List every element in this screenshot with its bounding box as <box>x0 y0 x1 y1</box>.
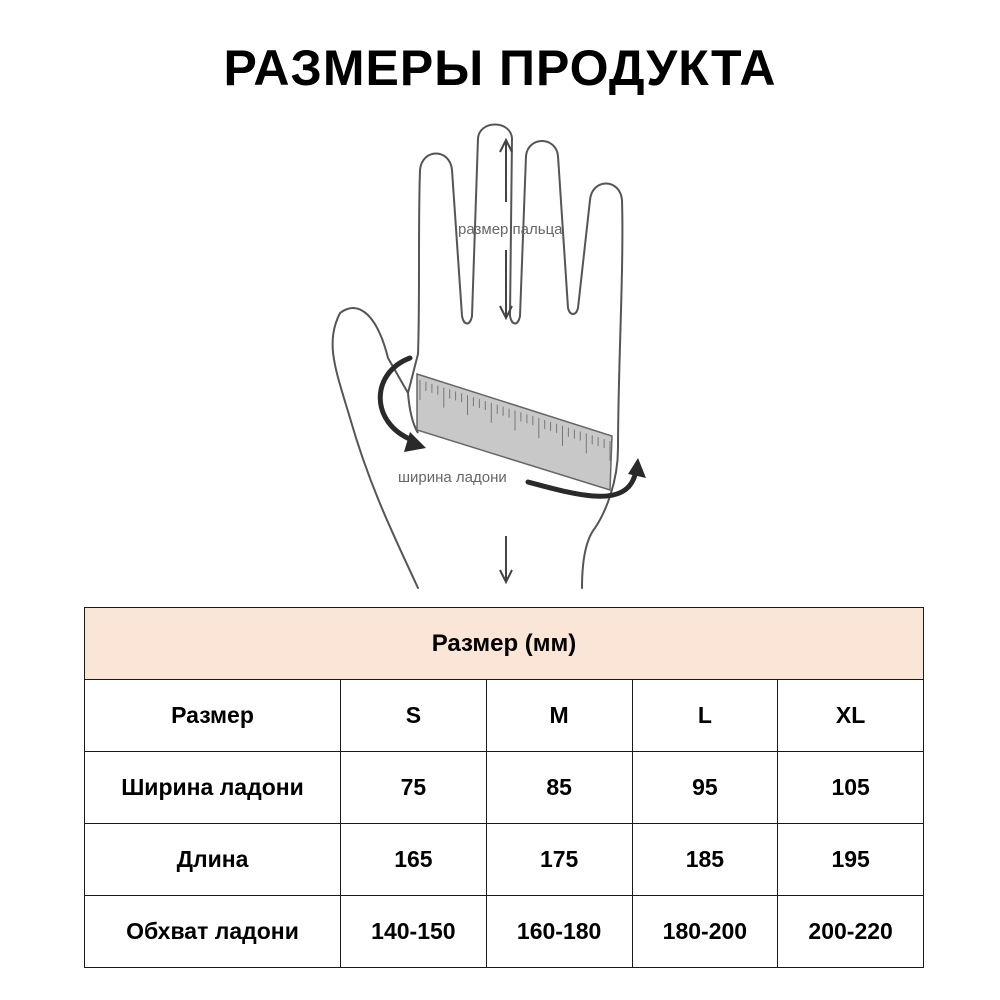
size-header-cell: L <box>632 680 778 752</box>
size-header-cell: XL <box>778 680 924 752</box>
table-header-row <box>85 680 924 752</box>
header-label-cell: Размер <box>85 680 341 752</box>
size-header-cell: M <box>486 680 632 752</box>
value-cell: 140-150 <box>341 896 487 968</box>
size-table <box>84 607 924 968</box>
value-cell: 195 <box>778 824 924 896</box>
value-cell: 200-220 <box>778 896 924 968</box>
table-caption-row <box>85 608 924 680</box>
value-cell: 185 <box>632 824 778 896</box>
row-label-cell: Ширина ладони <box>85 752 341 824</box>
row-label-cell: Обхват ладони <box>85 896 341 968</box>
value-cell: 165 <box>341 824 487 896</box>
table-row <box>85 896 924 968</box>
value-cell: 180-200 <box>632 896 778 968</box>
size-header-cell: S <box>341 680 487 752</box>
table-row <box>85 824 924 896</box>
table-row <box>85 752 924 824</box>
page-title: РАЗМЕРЫ ПРОДУКТА <box>223 40 777 96</box>
wrap-arrow-left-head <box>404 432 426 452</box>
value-cell: 105 <box>778 752 924 824</box>
value-cell: 175 <box>486 824 632 896</box>
value-cell: 160-180 <box>486 896 632 968</box>
value-cell: 85 <box>486 752 632 824</box>
hand-length-arrow <box>500 536 512 582</box>
wrap-arrow-right-head <box>628 458 646 478</box>
hand-measurement-diagram <box>300 118 700 598</box>
hand-outline <box>333 125 623 589</box>
finger-size-label: размер пальца <box>458 221 563 238</box>
value-cell: 75 <box>341 752 487 824</box>
row-label-cell: Длина <box>85 824 341 896</box>
palm-width-label: ширина ладони <box>398 469 507 486</box>
value-cell: 95 <box>632 752 778 824</box>
table-caption: Размер (мм) <box>85 608 924 680</box>
